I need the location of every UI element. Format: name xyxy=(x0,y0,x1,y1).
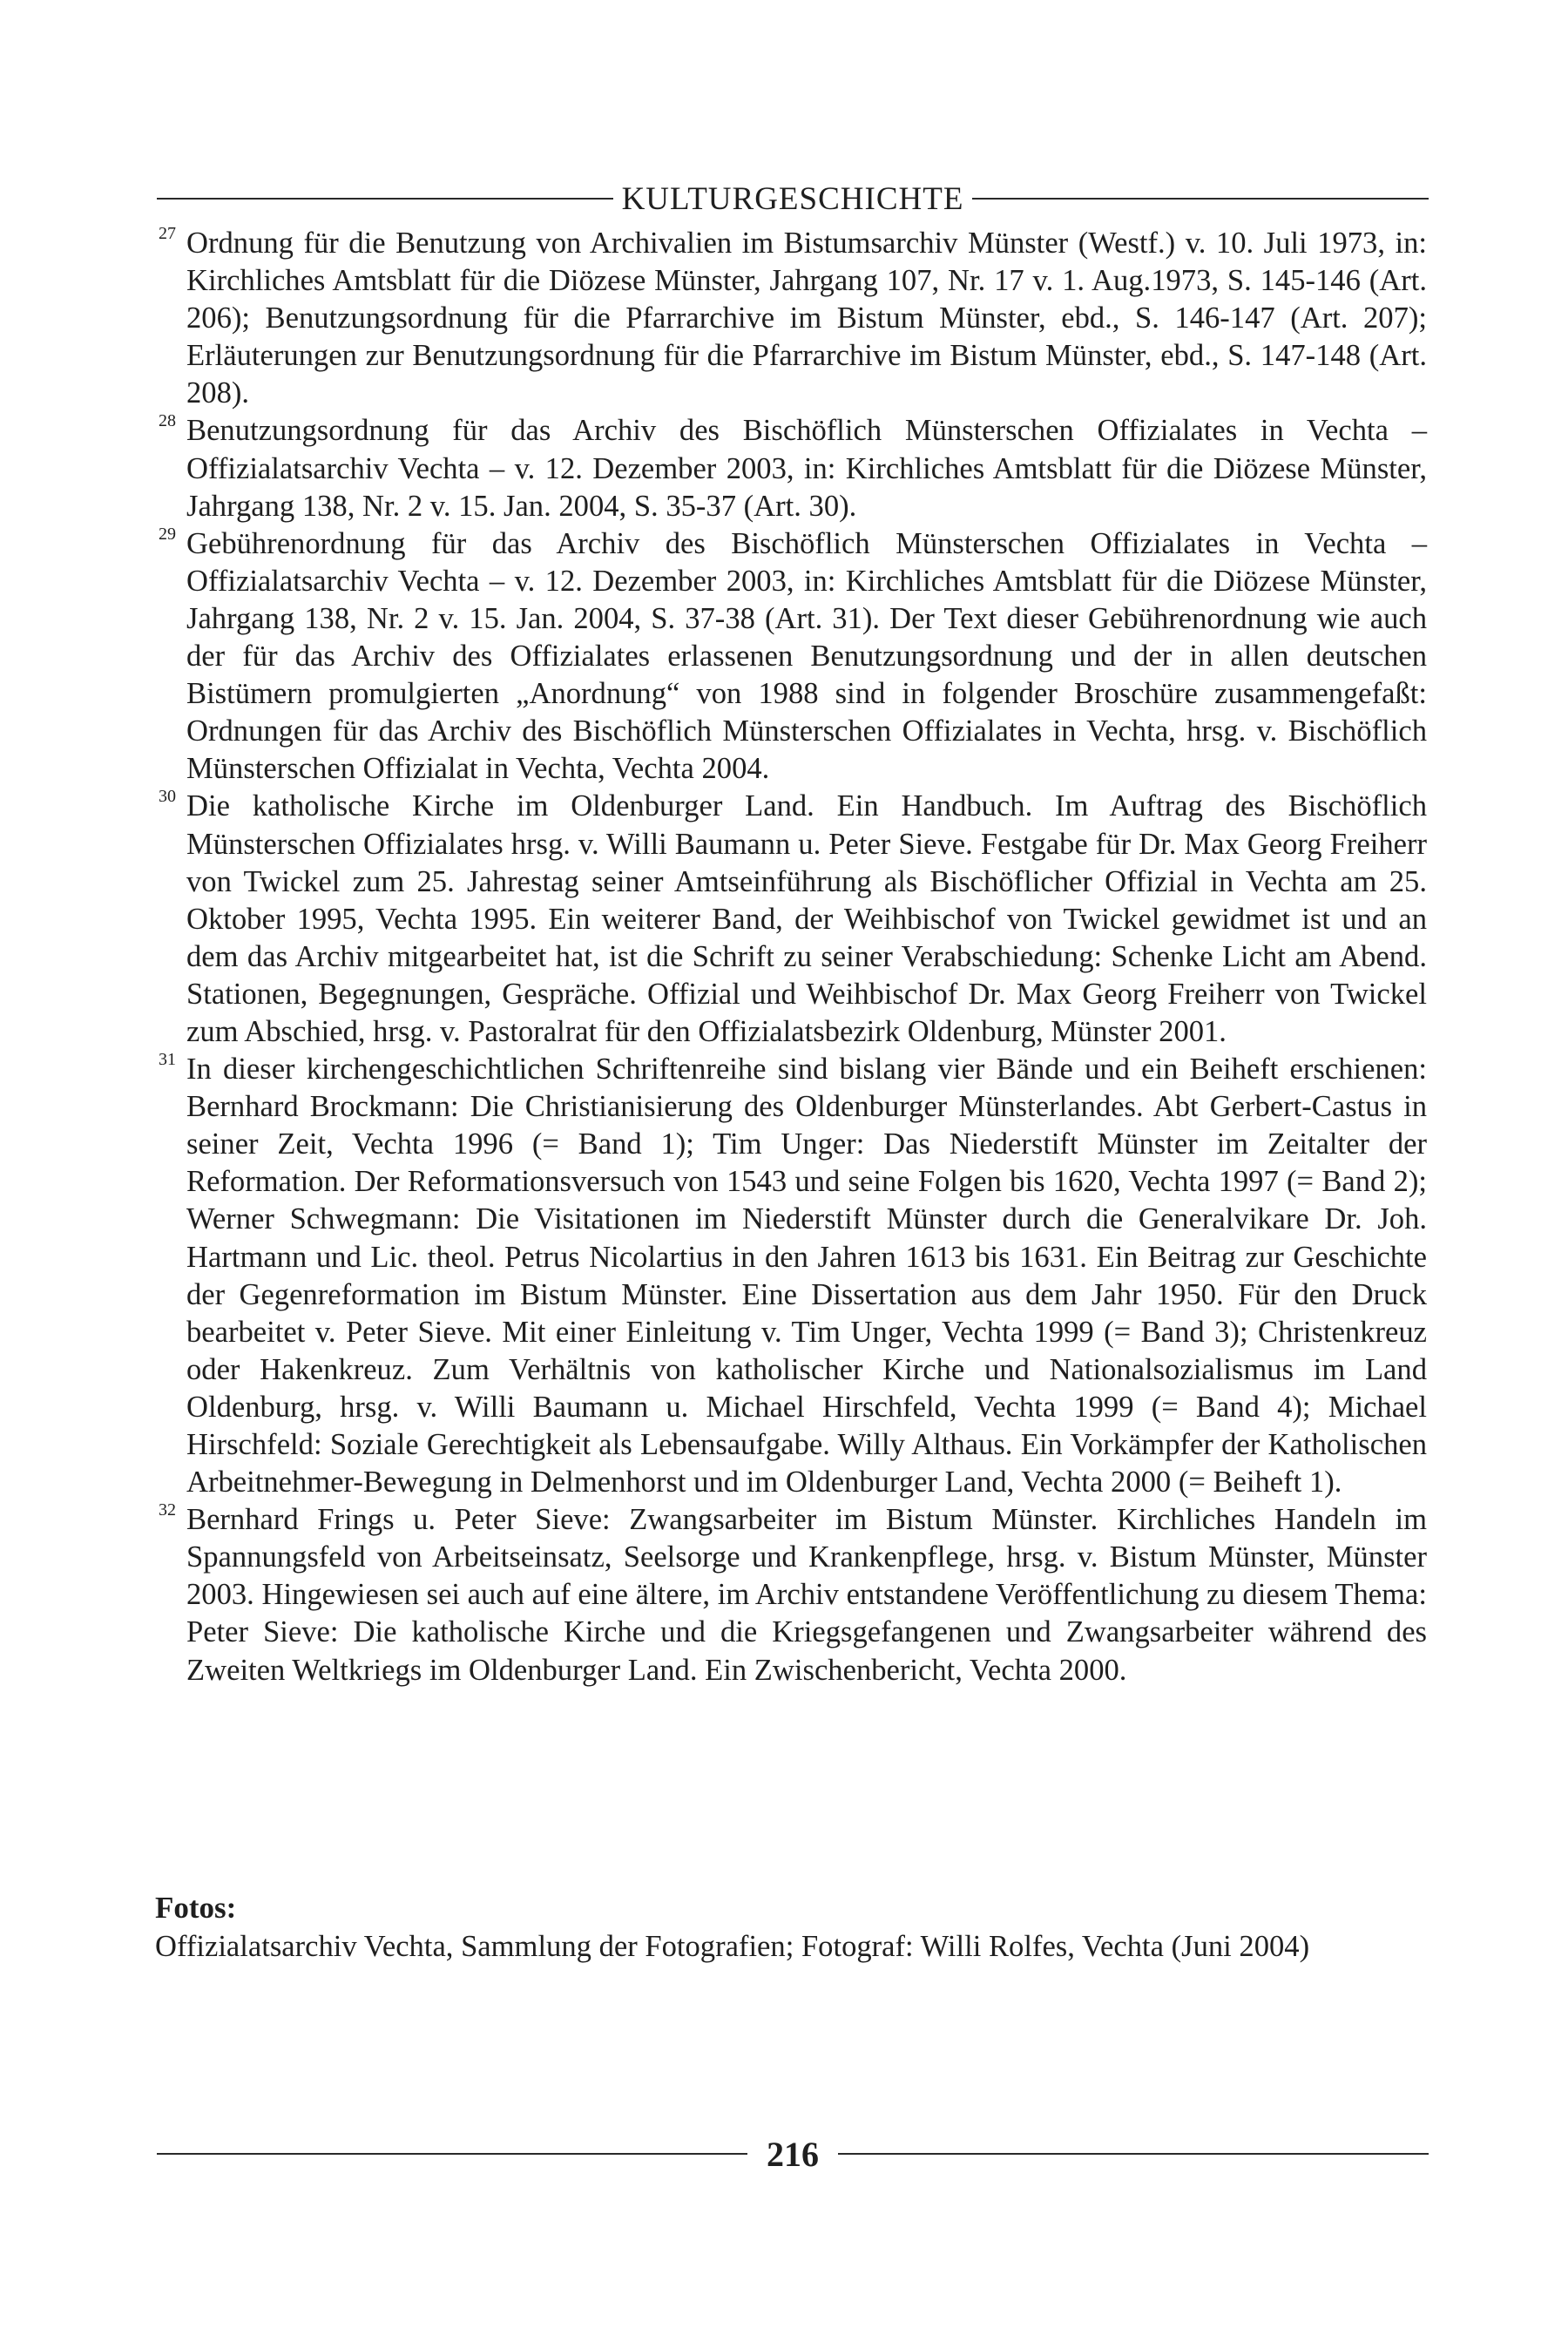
page-footer xyxy=(157,2128,1429,2180)
footnote-text: Die katholische Kirche im Oldenburger Land. Ein Handbuch. Im Auftrag des Bischöflich Münsterschen Offizialates hrsg. v. Willi Baumann u. Peter Sieve. Festgabe für Dr. Max Georg Freiherr von Twickel zum 25. Jahrestag seiner Amtseinführung als Bischöflicher Offizial in Vechta am 25. Oktober 1995, Vechta 1995. Ein weiterer Band, der Weihbischof von Twickel gewidmet ist und an dem das Archiv mitgearbeitet hat, ist die Schrift zu seiner Verabschiedung: Schenke Licht am Abend. Stationen, Begegnungen, Gespräche. Offizial und Weihbischof Dr. Max Georg Freiherr von Twickel zum Abschied, hrsg. v. Pastoralrat für den Offizialatsbezirk Oldenburg, Münster 2001. xyxy=(186,789,1427,1048)
footnote xyxy=(155,525,1427,789)
footnote-number: 31 xyxy=(159,1050,176,1070)
footer-rule-left xyxy=(157,2153,747,2155)
running-head-title: KULTURGESCHICHTE xyxy=(621,180,964,217)
footnote-text: Ordnung für die Benutzung von Archivalien im Bistumsarchiv Münster (Westf.) v. 10. Juli 1973, in: Kirchliches Amtsblatt für die Diözese Münster, Jahrgang 107, Nr. 17 v. 1. Aug.1973, S. 145-146 (Art. 206); Benutzungsordnung für die Pfarrarchive im Bistum Münster, ebd., S. 146-147 (Art. 207); Erläuterungen zur Benutzungsordnung für die Pfarrarchive im Bistum Münster, ebd., S. 147-148 (Art. 208). xyxy=(186,227,1427,410)
footnote-text: Bernhard Frings u. Peter Sieve: Zwangsarbeiter im Bistum Münster. Kirchliches Handeln im Spannungsfeld von Arbeitseinsatz, Seelsorge und Krankenpflege, hrsg. v. Bistum Münster, Münster 2003. Hingewiesen sei auch auf eine ältere, im Archiv entstandene Veröffentlichung zu diesem Thema: Peter Sieve: Die katholische Kirche und die Kriegsgefangenen und Zwangsarbeiter während des Zweiten Weltkriegs im Oldenburger Land. Ein Zwischenbericht, Vechta 2000. xyxy=(186,1503,1427,1687)
photo-credits-heading: Fotos: xyxy=(155,1891,237,1925)
running-head-rule-right xyxy=(972,198,1429,200)
footnote-text: In dieser kirchengeschichtlichen Schriftenreihe sind bislang vier Bände und ein Beiheft erschienen: Bernhard Brockmann: Die Christianisierung des Oldenburger Münsterlandes. Abt Gerbert-Castus in seiner Zeit, Vechta 1996 (= Band 1); Tim Unger: Das Niederstift Münster im Zeitalter der Reformation. Der Reformationsversuch von 1543 und seine Folgen bis 1620, Vechta 1997 (= Band 2); Werner Schwegmann: Die Visitationen im Niederstift Münster durch die Generalvikare Dr. Joh. Hartmann und Lic. theol. Petrus Nicolartius in den Jahren 1613 bis 1631. Ein Beitrag zur Geschichte der Gegenreformation im Bistum Münster. Eine Dissertation aus dem Jahr 1950. Für den Druck bearbeitet v. Peter Sieve. Mit einer Einleitung v. Tim Unger, Vechta 1999 (= Band 3); Christenkreuz oder Hakenkreuz. Zum Verhältnis von katholischer Kirche und Nationalsozialismus im Land Oldenburg, hrsg. v. Willi Baumann u. Michael Hirschfeld, Vechta 1999 (= Band 4); Michael Hirschfeld: Soziale Gerechtigkeit als Lebensaufgabe. Willy Althaus. Ein Vorkämpfer der Katholischen Arbeitnehmer-Bewegung in Delmenhorst und im Oldenburger Land, Vechta 2000 (= Beiheft 1). xyxy=(186,1053,1427,1499)
footnote xyxy=(155,412,1427,525)
footnote-number: 27 xyxy=(159,224,176,243)
footnote xyxy=(155,1501,1427,1689)
photo-credits xyxy=(155,1889,1444,1966)
running-head-rule-left xyxy=(157,198,613,200)
footnote-number: 30 xyxy=(159,787,176,807)
page-number: 216 xyxy=(767,2134,819,2174)
footnote xyxy=(155,1051,1427,1501)
footnote-text: Benutzungsordnung für das Archiv des Bischöflich Münsterschen Offizialates in Vechta – Offizialatsarchiv Vechta – v. 12. Dezember 2003, in: Kirchliches Amtsblatt für die Diözese Münster, Jahrgang 138, Nr. 2 v. 15. Jan. 2004, S. 35-37 (Art. 30). xyxy=(186,414,1427,523)
footnote xyxy=(155,788,1427,1051)
footnote-number: 32 xyxy=(159,1500,176,1520)
footnote xyxy=(155,225,1427,412)
footnote-number: 29 xyxy=(159,524,176,544)
footnotes xyxy=(155,225,1427,1689)
footnote-number: 28 xyxy=(159,411,176,431)
footnote-text: Gebührenordnung für das Archiv des Bischöflich Münsterschen Offizialates in Vechta – Offizialatsarchiv Vechta – v. 12. Dezember 2003, in: Kirchliches Amtsblatt für die Diözese Münster, Jahrgang 138, Nr. 2 v. 15. Jan. 2004, S. 37-38 (Art. 31). Der Text dieser Gebührenordnung wie auch der für das Archiv des Offizialates erlassenen Benutzungsordnung und der in allen deutschen Bistümern promulgierten „Anordnung“ von 1988 sind in folgender Broschüre zusammengefaßt: Ordnungen für das Archiv des Bischöflich Münsterschen Offizialates in Vechta, hrsg. v. Bischöflich Münsterschen Offizialat in Vechta, Vechta 2004. xyxy=(186,526,1427,786)
footer-rule-right xyxy=(838,2153,1429,2155)
photo-credits-text: Offizialatsarchiv Vechta, Sammlung der Fotografien; Fotograf: Willi Rolfes, Vechta (Juni 2004) xyxy=(155,1930,1310,1963)
running-head xyxy=(157,173,1429,225)
